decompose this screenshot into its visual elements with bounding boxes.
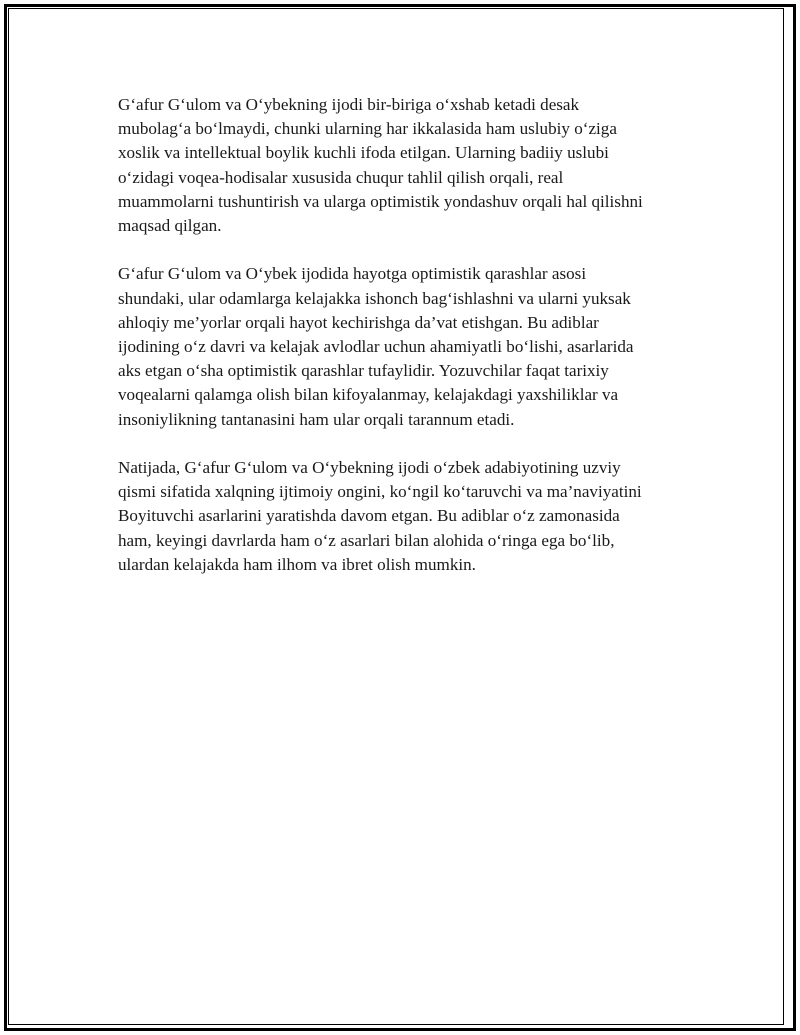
- paragraph-3: [118, 456, 693, 577]
- text-line: xoslik va intellektual boylik kuchli ifoda etilgan. Ularning badiiy uslubi: [118, 143, 609, 163]
- document-body: [118, 93, 693, 601]
- paragraph-1: [118, 93, 693, 238]
- text-line: o‘zidagi voqea-hodisalar xususida chuqur tahlil qilish orqali, real: [118, 167, 564, 187]
- text-line: maqsad qilgan.: [118, 216, 222, 236]
- text-line: ahloqiy me’yorlar orqali hayot kechirishga da’vat etishgan. Bu adiblar: [118, 312, 599, 332]
- text-line: shundaki, ular odamlarga kelajakka ishonch bag‘ishlashni va ularni yuksak: [118, 288, 631, 308]
- text-line: ulardan kelajakda ham ilhom va ibret olish mumkin.: [118, 554, 476, 574]
- text-line: G‘afur G‘ulom va O‘ybek ijodida hayotga optimistik qarashlar asosi: [118, 264, 587, 284]
- text-line: aks etgan o‘sha optimistik qarashlar tufaylidir. Yozuvchilar faqat tarixiy: [118, 361, 609, 381]
- text-line: ijodining o‘z davri va kelajak avlodlar uchun ahamiyatli bo‘lishi, asarlarida: [118, 337, 634, 357]
- text-line: mubolag‘a bo‘lmaydi, chunki ularning har ikkalasida ham uslubiy o‘ziga: [118, 119, 617, 139]
- text-line: G‘afur G‘ulom va O‘ybekning ijodi bir-biriga o‘xshab ketadi desak: [118, 95, 580, 114]
- text-line: ham, keyingi davrlarda ham o‘z asarlari bilan alohida o‘ringa ega bo‘lib,: [118, 530, 615, 550]
- text-line: Boyituvchi asarlarini yaratishda davom etgan. Bu adiblar o‘z zamonasida: [118, 506, 620, 526]
- text-line: muammolarni tushuntirish va ularga optimistik yondashuv orqali hal qilishni: [118, 191, 643, 211]
- text-line: qismi sifatida xalqning ijtimoiy ongini, ko‘ngil ko‘taruvchi va ma’naviyatini: [118, 482, 642, 502]
- text-line: insoniylikning tantanasini ham ular orqali tarannum etadi.: [118, 409, 515, 429]
- text-line: voqealarni qalamga olish bilan kifoyalanmay, kelajakdagi yaxshiliklar va: [118, 385, 619, 405]
- text-line: Natijada, G‘afur G‘ulom va O‘ybekning ijodi o‘zbek adabiyotining uzviy: [118, 458, 621, 478]
- paragraph-2: [118, 262, 693, 431]
